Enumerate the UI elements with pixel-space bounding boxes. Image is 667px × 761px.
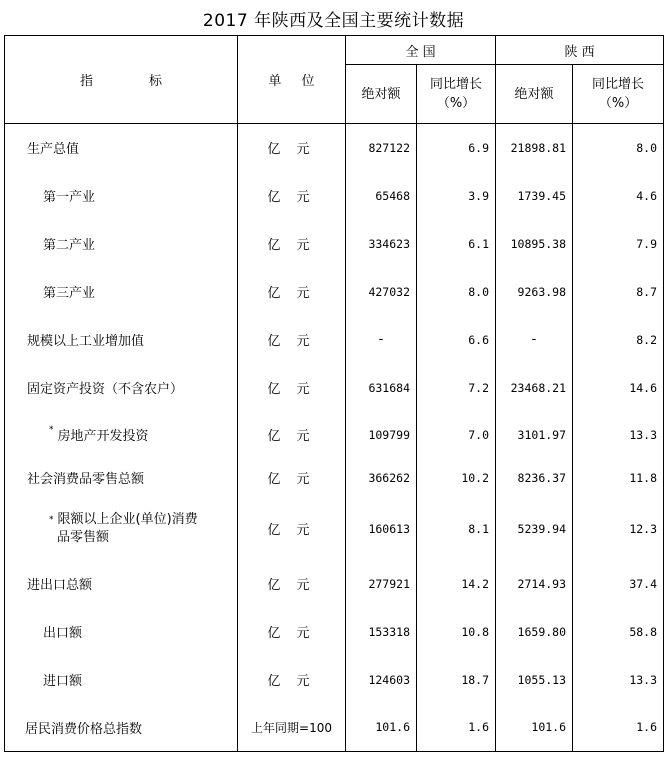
header-yoy-line2: （%） xyxy=(436,96,476,111)
row-label: 社会消费品零售总额 xyxy=(5,458,238,498)
row-label: 居民消费价格总指数 xyxy=(5,704,238,752)
footnote-asterisk: * xyxy=(49,514,54,525)
shaanxi-absolute: 10895.38 xyxy=(496,220,573,268)
national-absolute: 109799 xyxy=(346,412,417,458)
national-yoy: 7.0 xyxy=(417,412,496,458)
national-yoy: 8.1 xyxy=(417,498,496,560)
shaanxi-yoy: 1.6 xyxy=(573,704,664,752)
shaanxi-absolute: 1055.13 xyxy=(496,656,573,704)
row-unit: 上年同期=100 xyxy=(238,704,346,752)
row-unit: 亿 元 xyxy=(238,412,346,458)
national-absolute: 366262 xyxy=(346,458,417,498)
shaanxi-absolute: 3101.97 xyxy=(496,412,573,458)
table-row xyxy=(5,704,664,752)
shaanxi-yoy: 7.9 xyxy=(573,220,664,268)
row-unit: 亿 元 xyxy=(238,364,346,412)
table-row xyxy=(5,560,664,608)
header-unit xyxy=(238,36,346,124)
row-unit: 亿 元 xyxy=(238,458,346,498)
header-shaanxi: 陕 西 xyxy=(496,36,664,65)
document-title: 2017 年陕西及全国主要统计数据 xyxy=(202,11,465,31)
national-yoy: 6.6 xyxy=(417,316,496,364)
row-unit: 亿 元 xyxy=(238,560,346,608)
row-label-line1 xyxy=(49,511,237,529)
shaanxi-yoy: 37.4 xyxy=(573,560,664,608)
shaanxi-absolute: 9263.98 xyxy=(496,268,573,316)
row-unit: 亿 元 xyxy=(238,656,346,704)
row-label-cell xyxy=(5,412,238,458)
row-unit: 亿 元 xyxy=(238,124,346,172)
statistics-table xyxy=(4,35,664,752)
national-yoy: 10.8 xyxy=(417,608,496,656)
national-absolute: 124603 xyxy=(346,656,417,704)
shaanxi-yoy: 11.8 xyxy=(573,458,664,498)
header-indicator-label: 指标 xyxy=(79,74,218,89)
table-row xyxy=(5,172,664,220)
shaanxi-yoy: 13.3 xyxy=(573,656,664,704)
header-indicator xyxy=(5,36,238,124)
header-national-yoy xyxy=(417,65,496,124)
shaanxi-absolute: - xyxy=(496,316,573,364)
header-national: 全 国 xyxy=(346,36,496,65)
header-yoy-line2: （%） xyxy=(598,96,638,111)
row-label: 第二产业 xyxy=(5,220,238,268)
table-row xyxy=(5,124,664,172)
table-row xyxy=(5,268,664,316)
shaanxi-yoy: 13.3 xyxy=(573,412,664,458)
shaanxi-yoy: 8.2 xyxy=(573,316,664,364)
header-yoy-line1: 同比增长 xyxy=(430,77,483,92)
row-label-line2: 品零售额 xyxy=(57,529,110,545)
shaanxi-yoy: 8.0 xyxy=(573,124,664,172)
national-yoy: 14.2 xyxy=(417,560,496,608)
row-unit: 亿 元 xyxy=(238,316,346,364)
national-yoy: 7.2 xyxy=(417,364,496,412)
shaanxi-absolute: 2714.93 xyxy=(496,560,573,608)
footnote-asterisk: * xyxy=(49,425,54,435)
row-label: 出口额 xyxy=(5,608,238,656)
table-row xyxy=(5,656,664,704)
national-absolute: 101.6 xyxy=(346,704,417,752)
national-absolute: 334623 xyxy=(346,220,417,268)
shaanxi-absolute: 21898.81 xyxy=(496,124,573,172)
national-absolute: 65468 xyxy=(346,172,417,220)
row-label: 第三产业 xyxy=(5,268,238,316)
header-shaanxi-yoy xyxy=(573,65,664,124)
national-yoy: 8.0 xyxy=(417,268,496,316)
row-unit: 亿 元 xyxy=(238,268,346,316)
table-row xyxy=(5,220,664,268)
national-yoy: 6.1 xyxy=(417,220,496,268)
row-label: 固定资产投资（不含农户） xyxy=(5,364,238,412)
shaanxi-absolute: 8236.37 xyxy=(496,458,573,498)
national-absolute: - xyxy=(346,316,417,364)
national-absolute: 160613 xyxy=(346,498,417,560)
shaanxi-yoy: 58.8 xyxy=(573,608,664,656)
shaanxi-yoy: 12.3 xyxy=(573,498,664,560)
shaanxi-absolute: 1659.80 xyxy=(496,608,573,656)
table-row xyxy=(5,364,664,412)
row-unit: 亿 元 xyxy=(238,220,346,268)
table-row xyxy=(5,316,664,364)
shaanxi-absolute: 101.6 xyxy=(496,704,573,752)
header-national-absolute: 绝对额 xyxy=(346,65,417,124)
row-label: 进口额 xyxy=(5,656,238,704)
national-absolute: 631684 xyxy=(346,364,417,412)
shaanxi-absolute: 5239.94 xyxy=(496,498,573,560)
row-label: 规模以上工业增加值 xyxy=(5,316,238,364)
national-absolute: 827122 xyxy=(346,124,417,172)
national-yoy: 18.7 xyxy=(417,656,496,704)
row-label: 第一产业 xyxy=(5,172,238,220)
shaanxi-absolute: 1739.45 xyxy=(496,172,573,220)
national-yoy: 10.2 xyxy=(417,458,496,498)
row-label: 进出口总额 xyxy=(5,560,238,608)
national-yoy: 3.9 xyxy=(417,172,496,220)
shaanxi-yoy: 14.6 xyxy=(573,364,664,412)
national-yoy: 6.9 xyxy=(417,124,496,172)
row-label: 限额以上企业(单位)消费 xyxy=(57,511,198,527)
row-unit: 亿 元 xyxy=(238,498,346,560)
row-label-cell xyxy=(5,498,238,560)
shaanxi-yoy: 8.7 xyxy=(573,268,664,316)
row-label: 房地产开发投资 xyxy=(57,429,149,444)
national-absolute: 277921 xyxy=(346,560,417,608)
shaanxi-yoy: 4.6 xyxy=(573,172,664,220)
table-row xyxy=(5,608,664,656)
row-unit: 亿 元 xyxy=(238,608,346,656)
table-row xyxy=(5,498,664,560)
national-yoy: 1.6 xyxy=(417,704,496,752)
shaanxi-absolute: 23468.21 xyxy=(496,364,573,412)
national-absolute: 153318 xyxy=(346,608,417,656)
header-yoy-line1: 同比增长 xyxy=(592,77,645,92)
header-shaanxi-absolute: 绝对额 xyxy=(496,65,573,124)
header-unit-label: 单 位 xyxy=(268,74,323,89)
table-row xyxy=(5,458,664,498)
row-label: 生产总值 xyxy=(5,124,238,172)
national-absolute: 427032 xyxy=(346,268,417,316)
table-row xyxy=(5,412,664,458)
row-unit: 亿 元 xyxy=(238,172,346,220)
